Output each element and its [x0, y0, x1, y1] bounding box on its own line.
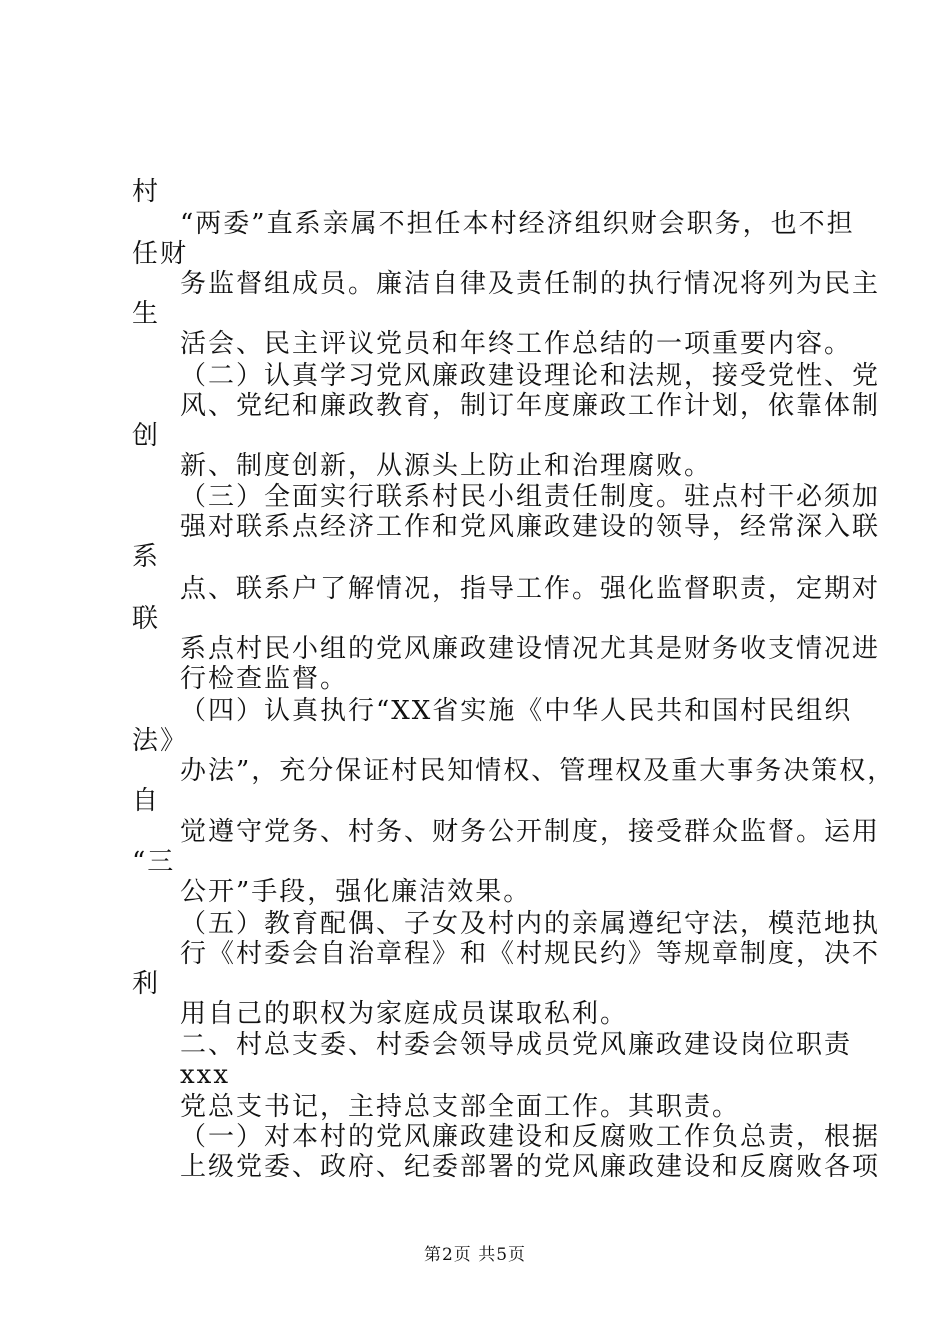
text-line: 生 — [132, 299, 161, 329]
text-line: 村 — [132, 177, 161, 207]
text-line: 行检查监督。 — [180, 664, 349, 694]
text-line: 点、联系户了解情况，指导工作。强化监督职责，定期对 — [180, 574, 881, 604]
text-line: 办法”，充分保证村民知情权、管理权及重大事务决策权， — [180, 756, 896, 786]
text-line: 系点村民小组的党风廉政建设情况尤其是财务收支情况进 — [180, 634, 881, 664]
text-line: 强对联系点经济工作和党风廉政建设的领导，经常深入联 — [180, 512, 881, 542]
text-line: xxx — [180, 1060, 230, 1090]
text-line: 活会、民主评议党员和年终工作总结的一项重要内容。 — [180, 329, 853, 359]
text-line: （四）认真执行“XX省实施《中华人民共和国村民组织 — [180, 696, 853, 726]
text-line: 风、党纪和廉政教育，制订年度廉政工作计划，依靠体制 — [180, 391, 881, 421]
text-line: 二、村总支委、村委会领导成员党风廉政建设岗位职责 — [180, 1030, 853, 1060]
text-line: 行《村委会自治章程》和《村规民约》等规章制度，决不 — [180, 939, 881, 969]
text-line: 系 — [132, 542, 161, 572]
text-line: 党总支书记，主持总支部全面工作。其职责。 — [180, 1092, 741, 1122]
text-line: （五）教育配偶、子女及村内的亲属遵纪守法，模范地执 — [180, 909, 881, 939]
text-line: 觉遵守党务、村务、财务公开制度，接受群众监督。运用 — [180, 817, 881, 847]
text-line: 务监督组成员。廉洁自律及责任制的执行情况将列为民主 — [180, 269, 881, 299]
text-line: 新、制度创新，从源头上防止和治理腐败。 — [180, 451, 713, 481]
text-line: （一）对本村的党风廉政建设和反腐败工作负总责，根据 — [180, 1122, 881, 1152]
text-line: “三 — [132, 847, 176, 877]
text-line: 公开”手段，强化廉洁效果。 — [180, 877, 532, 907]
text-line: （二）认真学习党风廉政建设理论和法规，接受党性、党 — [180, 361, 881, 391]
text-line: 任财 — [132, 239, 189, 269]
text-line: 法》 — [132, 726, 189, 756]
text-line: 创 — [132, 421, 161, 451]
text-line: 上级党委、政府、纪委部署的党风廉政建设和反腐败各项 — [180, 1152, 881, 1182]
text-line: 联 — [132, 604, 161, 634]
text-line: 自 — [132, 786, 161, 816]
text-line: “两委”直系亲属不担任本村经济组织财会职务，也不担 — [180, 209, 855, 239]
text-line: 利 — [132, 969, 161, 999]
text-line: （三）全面实行联系村民小组责任制度。驻点村干必须加 — [180, 482, 881, 512]
page-footer: 第2页 共5页 — [423, 1245, 527, 1265]
text-line: 用自己的职权为家庭成员谋取私利。 — [180, 999, 629, 1029]
